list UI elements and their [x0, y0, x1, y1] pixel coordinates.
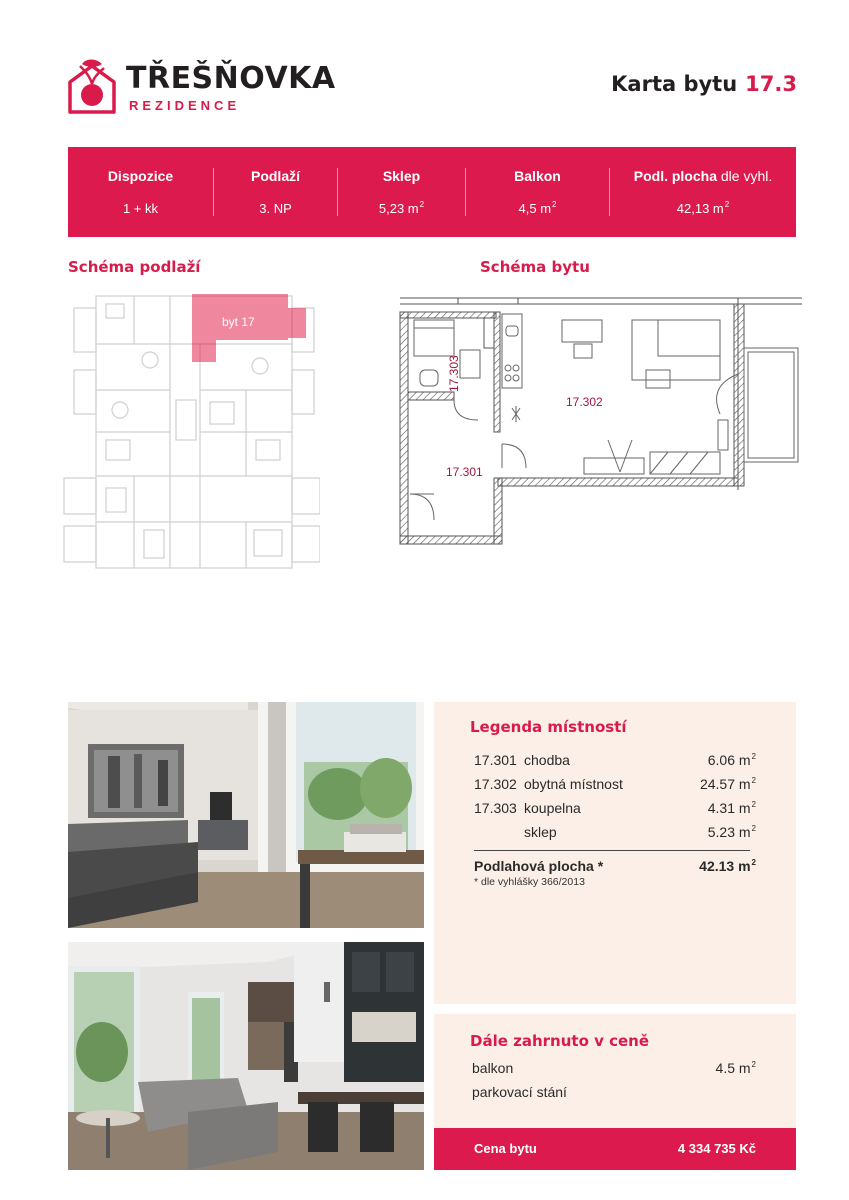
room-area-value: 5.23 m	[707, 824, 751, 840]
room-area	[708, 800, 756, 816]
room-code: 17.303	[474, 800, 517, 816]
highlight-label: byt 17	[222, 315, 255, 329]
room-area-value: 4.31 m	[707, 800, 751, 816]
room-area-unit: 2	[751, 752, 756, 761]
room-area	[708, 824, 756, 840]
card-title-label: Karta bytu	[611, 72, 738, 96]
brand-logo	[66, 56, 336, 120]
room-area-unit: 2	[751, 776, 756, 785]
included-name: parkovací stání	[472, 1084, 567, 1100]
included-value-text: 4.5 m	[715, 1060, 751, 1076]
room-area-unit: 2	[751, 824, 756, 833]
room-area-value: 6.06 m	[707, 752, 751, 768]
brand-subtitle: REZIDENCE	[129, 98, 241, 113]
info-balkon	[466, 168, 610, 216]
legend-total	[474, 858, 756, 874]
floor-schema	[60, 290, 320, 590]
card-title	[611, 72, 797, 96]
living-room-image	[68, 942, 424, 1170]
room-label-17302: 17.302	[566, 395, 603, 409]
interior-photo-bedroom	[68, 702, 424, 928]
info-value: 1 + kk	[122, 201, 159, 216]
room-area	[700, 776, 756, 792]
room-area-unit: 2	[751, 800, 756, 809]
flat-number: 17.3	[745, 72, 797, 96]
total-area-unit: 2	[751, 858, 756, 867]
flat-schema	[398, 290, 802, 552]
room-code: 17.301	[474, 752, 517, 768]
info-bar	[68, 147, 796, 237]
legend-note: * dle vyhlášky 366/2013	[474, 876, 585, 888]
floor-plan-drawing	[60, 290, 320, 590]
flat-plan-drawing	[398, 290, 802, 552]
total-area	[699, 858, 756, 874]
price-bar	[434, 1128, 796, 1170]
info-label: Dispozice	[107, 168, 174, 184]
legend-row	[474, 752, 756, 772]
room-area-value: 24.57 m	[699, 776, 751, 792]
room-code: 17.302	[474, 776, 517, 792]
info-podlazi	[214, 168, 338, 216]
room-area	[708, 752, 756, 768]
included-title: Dále zahrnuto v ceně	[470, 1032, 650, 1050]
included-value	[716, 1060, 756, 1076]
room-name: koupelna	[524, 800, 581, 816]
included-value-unit: 2	[751, 1060, 756, 1069]
included-in-price	[434, 1014, 796, 1128]
total-area-value: 42.13 m	[699, 858, 751, 874]
price-label: Cena bytu	[474, 1141, 537, 1156]
room-legend	[434, 702, 796, 1004]
info-value: 5,23 m	[378, 201, 419, 216]
legend-row	[474, 776, 756, 796]
legend-divider	[474, 850, 750, 851]
info-value: 3. NP	[259, 201, 292, 216]
info-label: Podl. plocha	[633, 168, 717, 184]
legend-title: Legenda místností	[470, 718, 627, 736]
interior-photo-living	[68, 942, 424, 1170]
included-row	[472, 1060, 756, 1076]
info-label-light: dle vyhl.	[720, 168, 773, 184]
info-label: Podlaží	[250, 168, 300, 184]
room-label-17301: 17.301	[446, 465, 483, 479]
floor-schema-title: Schéma podlaží	[68, 258, 201, 276]
info-value: 42,13 m	[676, 201, 724, 216]
room-name: sklep	[524, 824, 557, 840]
legend-row	[474, 800, 756, 820]
room-name: obytná místnost	[524, 776, 623, 792]
info-label: Balkon	[514, 168, 561, 184]
info-plocha	[610, 168, 796, 216]
info-unit: 2	[552, 200, 557, 209]
room-label-17303: 17.303	[447, 355, 461, 392]
info-unit: 2	[724, 200, 730, 209]
included-name: balkon	[472, 1060, 514, 1076]
info-sklep	[338, 168, 466, 216]
included-row	[472, 1084, 756, 1100]
highlighted-flat	[192, 294, 306, 362]
info-value: 4,5 m	[518, 201, 552, 216]
flat-schema-title: Schéma bytu	[480, 258, 590, 276]
room-name: chodba	[524, 752, 570, 768]
info-label: Sklep	[382, 168, 421, 184]
brand-name: TŘEŠŇOVKA	[126, 61, 336, 96]
cherry-house-icon	[66, 56, 118, 116]
total-label: Podlahová plocha *	[474, 858, 604, 874]
info-unit: 2	[419, 200, 425, 209]
price-value: 4 334 735 Kč	[677, 1141, 756, 1156]
info-dispozice	[68, 168, 214, 216]
legend-row	[474, 824, 756, 844]
bedroom-image	[68, 702, 424, 928]
